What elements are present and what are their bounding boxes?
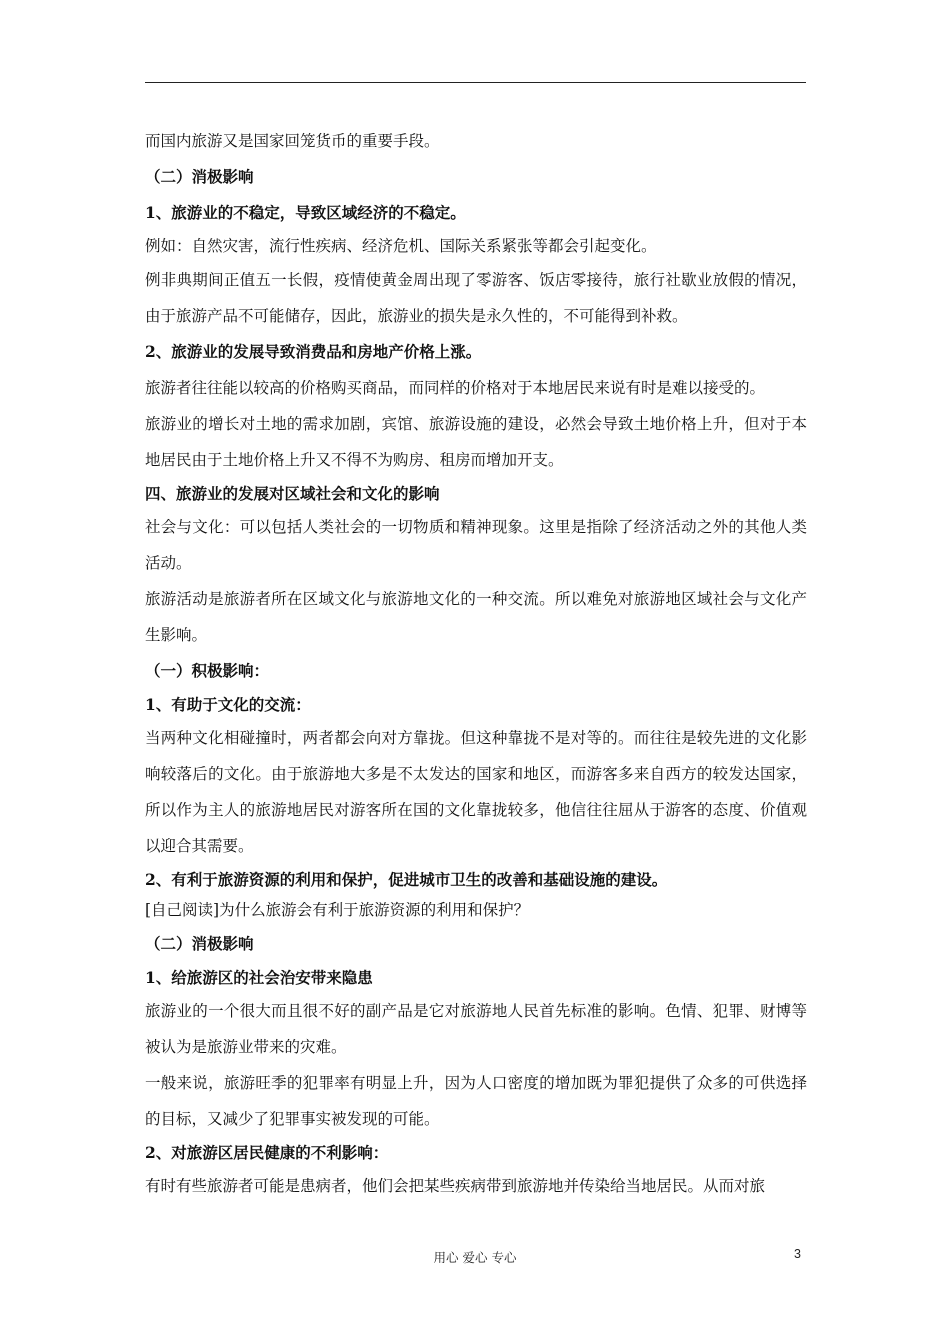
paragraph: 旅游业的增长对土地的需求加剧，宾馆、旅游设施的建设，必然会导致土地价格上升，但对于本地居民由于土地价格上升又不得不为购房、租房而增加开支。 <box>145 415 807 469</box>
paragraph: 旅游活动是旅游者所在区域文化与旅游地文化的一种交流。所以难免对旅游地区域社会与文化产生影响。 <box>145 590 807 644</box>
header-rule <box>145 82 806 83</box>
point-heading: 1、给旅游区的社会治安带来隐患 <box>145 968 373 987</box>
paragraph: 当两种文化相碰撞时，两者都会向对方靠拢。但这种靠拢不是对等的。而往往是较先进的文化影响较落后的文化。由于旅游地大多是不太发达的国家和地区，而游客多来自西方的较发达国家，所以作为主人的旅游地居民对游客所在国的文化靠拢较多，他信往往屈从于游客的态度、价值观以迎合其需要。 <box>145 729 807 855</box>
paragraph: [自己阅读]为什么旅游会有利于旅游资源的利用和保护？ <box>145 901 530 919</box>
paragraph: 社会与文化：可以包括人类社会的一切物质和精神现象。这里是指除了经济活动之外的其他人类活动。 <box>145 518 807 572</box>
point-heading: 1、旅游业的不稳定，导致区域经济的不稳定。 <box>145 203 466 222</box>
point-heading: 2、对旅游区居民健康的不利影响： <box>145 1143 389 1162</box>
point-heading: 2、旅游业的发展导致消费品和房地产价格上涨。 <box>145 342 482 361</box>
page-number: 3 <box>794 1247 801 1261</box>
section-heading: （二）消极影响 <box>145 167 254 186</box>
footer-text: 用心 爱心 专心 <box>433 1250 517 1265</box>
paragraph: 而国内旅游又是国家回笼货币的重要手段。 <box>145 132 440 150</box>
paragraph: 例非典期间正值五一长假，疫情使黄金周出现了零游客、饭店零接待，旅行社歇业放假的情况，由于旅游产品不可能储存，因此，旅游业的损失是永久性的，不可能得到补救。 <box>145 271 807 325</box>
point-heading: 2、有利于旅游资源的利用和保护，促进城市卫生的改善和基础设施的建设。 <box>145 870 668 889</box>
paragraph: 旅游者往往能以较高的价格购买商品，而同样的价格对于本地居民来说有时是难以接受的。 <box>145 379 766 397</box>
section-heading: （二）消极影响 <box>145 934 254 953</box>
paragraph: 例如：自然灾害，流行性疾病、经济危机、国际关系紧张等都会引起变化。 <box>145 237 657 255</box>
chapter-heading: 四、旅游业的发展对区域社会和文化的影响 <box>145 484 440 503</box>
point-heading: 1、有助于文化的交流： <box>145 695 311 714</box>
paragraph: 一般来说，旅游旺季的犯罪率有明显上升，因为人口密度的增加既为罪犯提供了众多的可供选择的目标，又减少了犯罪事实被发现的可能。 <box>145 1074 807 1128</box>
paragraph: 旅游业的一个很大而且很不好的副产品是它对旅游地人民首先标准的影响。色情、犯罪、财博等被认为是旅游业带来的灾难。 <box>145 1002 807 1056</box>
section-heading: （一）积极影响： <box>145 661 270 680</box>
paragraph: 有时有些旅游者可能是患病者，他们会把某些疾病带到旅游地并传染给当地居民。从而对旅 <box>145 1177 766 1195</box>
document-body <box>145 123 807 1204</box>
